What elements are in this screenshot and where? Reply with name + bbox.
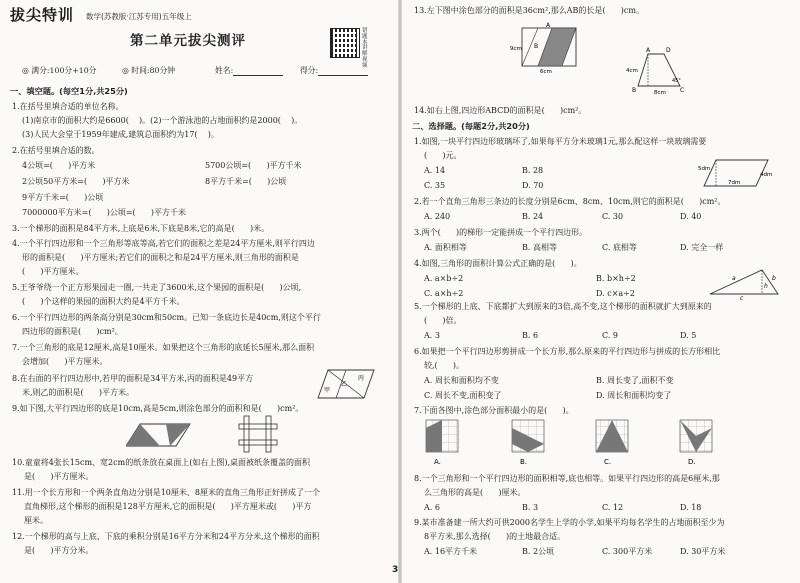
q8-parallelogram-figure	[316, 366, 376, 402]
question-2-r2a: 2公顷50平方米=( )平方米	[22, 177, 130, 186]
subject-label: 数学(苏教版·江苏专用)五年级上	[86, 12, 192, 21]
choice-2-option-a[interactable]: A. 240	[424, 212, 451, 221]
choice-1b: ( )元。	[424, 151, 462, 160]
choice-9-option-c[interactable]: C. 300平方米	[602, 547, 653, 556]
question-10a: 10.童童将4张长15cm、宽2cm的纸条放在桌面上(如右上图),桌面被纸条覆盖的面积	[12, 458, 310, 467]
q14-label-d: D	[666, 47, 671, 54]
qr-label: 错题本讲解视频	[362, 28, 368, 69]
choice-5-option-b[interactable]: B. 6	[522, 331, 539, 340]
choice-4-option-a[interactable]: A. a×b÷2	[424, 274, 464, 283]
question-1-1: (1)南京市的面积大约是6600( )。(2)一个游泳池的占地面积约是2000( )。	[22, 116, 303, 125]
choice-1a: 1.如图,一块平行四边形玻璃坏了,如果每平方分米玻璃1元,那么配这样一块玻璃需要	[414, 137, 707, 146]
choice-8-option-d[interactable]: D. 18	[680, 503, 702, 512]
q14-label-c: C	[680, 87, 685, 94]
question-14: 14.如右上图,四边形ABCD的面积是( )cm²。	[414, 106, 587, 115]
question-12b: 是( )平方分米。	[24, 546, 94, 555]
choice-9a: 9.某市准备建一所大约可供2000名学生上学的小学,如果平均每名学生的占地面积至少为	[414, 518, 725, 527]
question-7a: 7.一个三角形的底是12厘米,高是10厘米。如果把这个三角形的底延长5厘米,那么面积	[12, 343, 315, 352]
q14-label-4cm: 4cm	[626, 68, 638, 74]
choice-4-option-b[interactable]: B. b×h÷2	[596, 274, 636, 283]
c7-grid-figures	[424, 418, 784, 470]
question-2-r2b: 8平方千米=( )公顷	[205, 177, 287, 186]
c7-option-a: A.	[434, 458, 441, 466]
choice-1-option-c[interactable]: C. 35	[424, 181, 446, 190]
question-1: 1.在括号里填合适的单位名称。	[12, 102, 124, 111]
time-limit: ◎ 时间:80分钟	[122, 66, 176, 75]
choice-3-option-b[interactable]: B. 高相等	[522, 243, 557, 252]
choice-5b: ( )倍。	[424, 316, 462, 325]
choice-2-option-c[interactable]: C. 30	[602, 212, 624, 221]
choice-8-option-c[interactable]: C. 12	[602, 503, 624, 512]
question-4b: 形的面积是( )平方厘米;若它们的面积之和是24平方厘米,则三角形的面积是	[22, 253, 299, 262]
choice-2-option-b[interactable]: B. 24	[522, 212, 544, 221]
choice-6-option-a[interactable]: A. 周长和面积均不变	[424, 376, 499, 385]
choice-4: 4.如图,三角形的面积计算公式正确的是( )。	[414, 259, 582, 268]
question-2-r4a: 7000000平方米=( )公顷=( )平方千米	[22, 208, 187, 217]
q13-label-9cm: 9cm	[510, 46, 522, 52]
q13-label-6cm: 6cm	[540, 69, 552, 74]
choice-6-option-c[interactable]: C. 周长不变,面积变了	[424, 391, 502, 400]
choice-1-option-d[interactable]: D. 70	[522, 181, 544, 190]
choice-5-option-d[interactable]: D. 5	[680, 331, 697, 340]
question-5a: 5.王爷爷绕一个正方形果园走一圈,一共走了3600米,这个果园的面积是( )公顷,	[12, 283, 302, 292]
choice-6a: 6.如果把一个平行四边形剪拼成一个长方形,那么原来的平行四边形与拼成的长方形相比	[414, 347, 721, 356]
choice-9-option-d[interactable]: D. 30平方米	[680, 547, 726, 556]
choice-2: 2.若一个直角三角形三条边的长度分别是6cm、8cm、10cm,则它的面积是( )cm²。	[414, 197, 726, 206]
q13-label-b: B	[534, 43, 539, 50]
question-4a: 4.一个平行四边形和一个三角形等底等高,若它们的面积之差是24平方厘米,则平行四边	[12, 239, 315, 248]
q14-label-a: A	[646, 47, 651, 54]
c4-label-c: c	[740, 295, 744, 300]
choice-9b: 8平方米,那么选择( )的土地最合适。	[424, 532, 566, 541]
c7-option-b: B.	[520, 458, 528, 466]
question-8a: 8.在右面的平行四边形中,若甲的面积是34平方米,丙的面积是49平方	[12, 374, 254, 383]
question-9: 9.如下图,大平行四边形的底是10cm,高是5cm,则涂色部分的面积和是( )cm²。	[12, 404, 304, 413]
choice-3-option-a[interactable]: A. 面积相等	[424, 243, 467, 252]
c4-label-h: h	[764, 283, 768, 290]
c1-label-4dm: 4dm	[760, 172, 773, 178]
q9-shaded-figure	[126, 420, 192, 450]
choice-8a: 8.一个三角形和一个平行四边形的面积相等,底也相等。如果平行四边形的高是6厘米,那	[414, 474, 720, 483]
choice-5a: 5.一个梯形的上底、下底都扩大到原来的3倍,高不变,这个梯形的面积就扩大到原来的	[414, 302, 712, 311]
q14-label-b: B	[632, 87, 637, 94]
right-page	[402, 0, 800, 583]
question-6b: 四边形的面积是( )cm²。	[22, 327, 123, 336]
choice-1-option-b[interactable]: B. 28	[522, 166, 544, 175]
choice-5-option-a[interactable]: A. 3	[424, 331, 440, 340]
choice-9-option-a[interactable]: A. 16平方千米	[424, 547, 478, 556]
choice-6b: 较,( )。	[424, 361, 465, 370]
question-4c: ( )平方厘米。	[22, 267, 84, 276]
q13-label-a: A	[546, 22, 551, 29]
choice-6-option-b[interactable]: B. 周长变了,面积不变	[596, 376, 674, 385]
c1-label-7dm: 7dm	[728, 180, 741, 186]
section-fill-blank: 一、填空题。(每空1分,共25分)	[10, 86, 128, 96]
score-field[interactable]: 得分:	[300, 66, 368, 76]
choice-2-option-d[interactable]: D. 40	[680, 212, 702, 221]
c4-label-a: a	[732, 275, 736, 282]
c4-label-b: b	[772, 275, 776, 282]
choice-9-option-b[interactable]: B. 2公顷	[522, 547, 555, 556]
question-10b: 是( )平方厘米。	[24, 472, 94, 481]
question-2-r1b: 5700公顷=( )平方千米	[205, 161, 302, 170]
question-2: 2.在括号里填合适的数。	[12, 146, 100, 155]
choice-6-option-d[interactable]: D. 周长和面积均变了	[596, 391, 672, 400]
q14-label-angle: 45°	[672, 78, 681, 84]
q14-quadrilateral-figure	[624, 46, 698, 96]
question-3: 3.一个梯形的面积是84平方米,上底是6米,下底是8米,它的高是( )米。	[12, 224, 270, 233]
question-8b: 米,则乙的面积是( )平方米。	[22, 388, 135, 397]
c1-glass-figure	[698, 156, 778, 190]
page-title: 第二单元拔尖测评	[130, 33, 246, 49]
question-2-r1a: 4公顷=( )平方米	[22, 161, 96, 170]
c7-option-c: C.	[604, 458, 612, 466]
qr-code-icon[interactable]	[330, 28, 360, 58]
choice-3-option-d[interactable]: D. 完全一样	[680, 243, 724, 252]
choice-1-option-a[interactable]: A. 14	[424, 166, 446, 175]
question-6a: 6.一个平行四边形的两条高分别是30cm和50cm。已知一条底边长是40cm,则这个平行	[12, 313, 321, 322]
q8-label-jia: 甲	[324, 387, 331, 394]
q13-rectangle-figure	[510, 22, 580, 74]
brand-logo: 拔尖特训	[10, 6, 75, 24]
choice-5-option-c[interactable]: C. 9	[602, 331, 619, 340]
page-number: 3	[392, 565, 399, 575]
section-choice: 二、选择题。(每题2分,共20分)	[412, 121, 530, 131]
c4-triangle-figure	[708, 266, 780, 300]
full-score: ◎ 满分:100分+10分	[22, 66, 97, 75]
question-2-r3a: 9平方千米=( )公顷	[22, 193, 104, 202]
name-field[interactable]: 姓名:	[215, 66, 283, 76]
question-11a: 11.用一个长方形和一个两条直角边分别是10厘米、8厘米的直角三角形正好拼成了一个	[12, 488, 320, 497]
question-5b: ( )个这样的果园的面积大约是4平方千米。	[22, 297, 185, 306]
c7-option-d: D.	[688, 458, 696, 466]
choice-4-option-c[interactable]: C. a×h÷2	[424, 289, 464, 298]
choice-8b: 么三角形的高是( )厘米。	[424, 488, 526, 497]
question-11c: 厘米。	[24, 516, 48, 525]
choice-8-option-b[interactable]: B. 3	[522, 503, 539, 512]
question-11b: 直角梯形,这个梯形的面积是128平方厘米,它的面积是( )平方厘米或( )平方	[24, 502, 312, 511]
choice-8-option-a[interactable]: A. 6	[424, 503, 440, 512]
q8-label-yi: 乙	[341, 381, 348, 388]
choice-4-option-d[interactable]: D. c×a÷2	[596, 289, 635, 298]
choice-3: 3.两个( )的梯形一定能拼成一个平行四边形。	[414, 228, 588, 237]
choice-7: 7.下面各图中,涂色部分面积最小的是( )。	[414, 406, 574, 415]
q8-label-bing: 丙	[358, 375, 365, 382]
question-1-3: (3)人民大会堂于1959年建成,建筑总面积约为17( )。	[22, 130, 219, 139]
c1-label-5dm: 5dm	[698, 166, 711, 172]
q14-label-8cm: 8cm	[654, 90, 666, 96]
q10-paper-strips-figure	[238, 414, 278, 454]
choice-3-option-c[interactable]: C. 底相等	[602, 243, 637, 252]
question-13: 13.左下图中涂色部分的面积是36cm²,那么AB的长是( )cm。	[414, 6, 644, 15]
question-7b: 会增加( )平方厘米。	[22, 357, 108, 366]
question-12a: 12.一个梯形的高与上底、下底的乘积分别是16平方分米和24平方分米,这个梯形的面积	[12, 532, 320, 541]
